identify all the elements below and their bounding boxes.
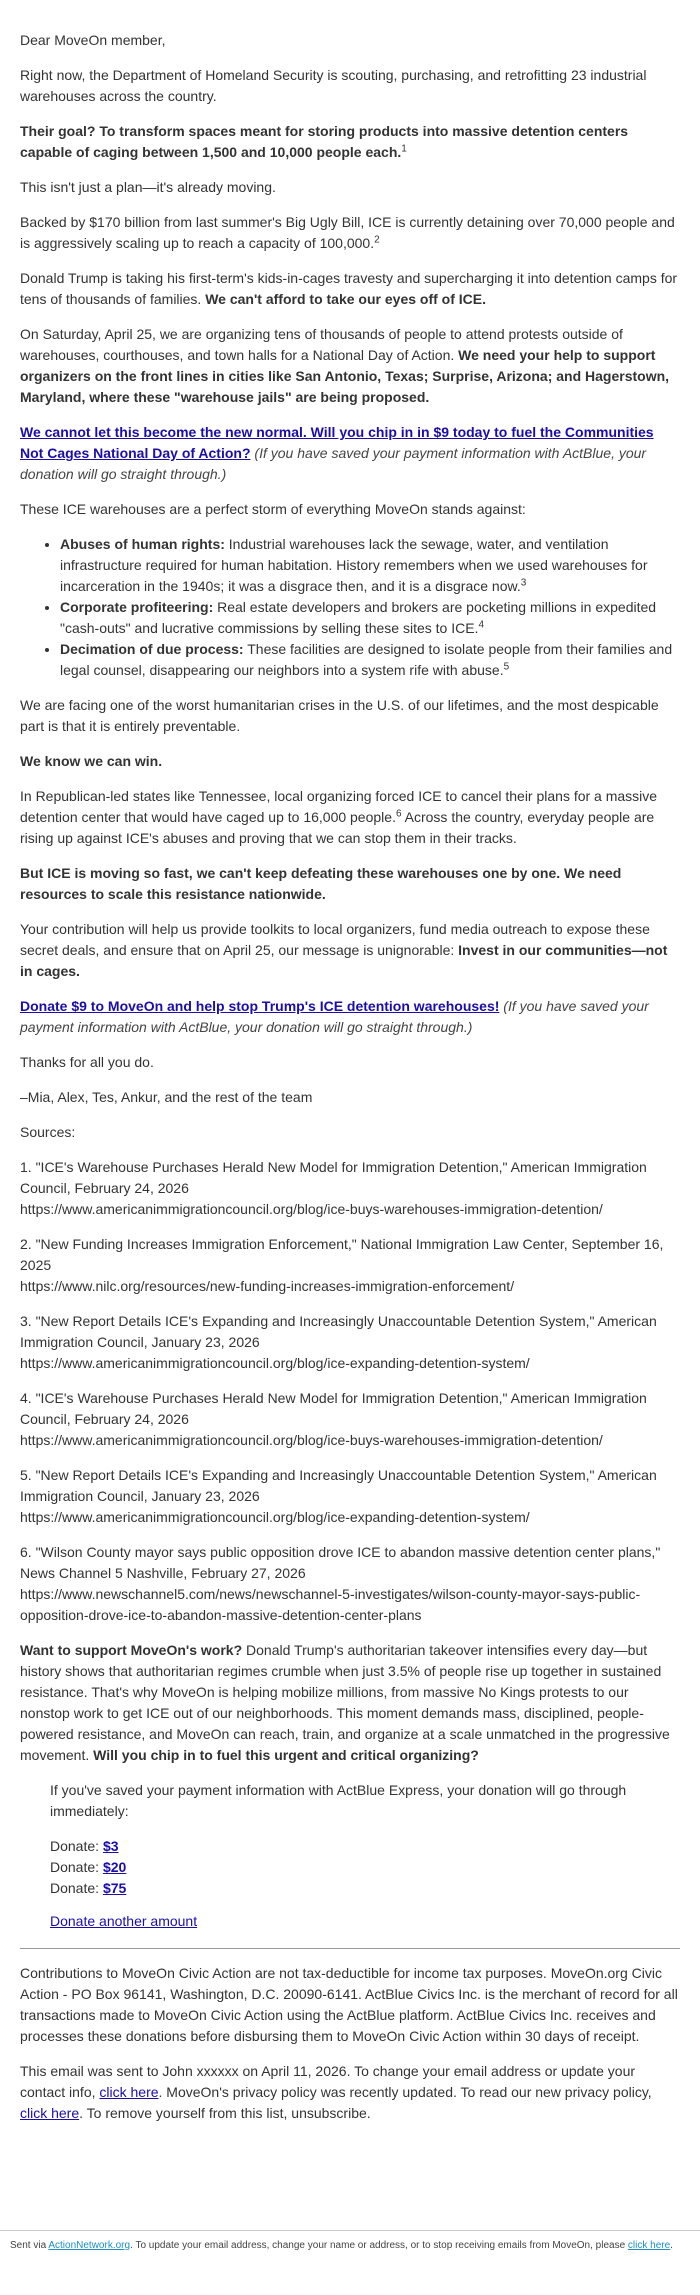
action-network-link[interactable]: ActionNetwork.org bbox=[48, 2240, 131, 2251]
moving-paragraph: This isn't just a plan—it's already moving. bbox=[20, 179, 276, 195]
source-url: https://www.americanimmigrationcouncil.org/blog/ice-buys-warehouses-immigration-detention/ bbox=[20, 1201, 603, 1217]
source-url: https://www.americanimmigrationcouncil.org/blog/ice-buys-warehouses-immigration-detention/ bbox=[20, 1432, 603, 1448]
tennessee-paragraph: In Republican-led states like Tennessee, local organizing forced ICE to cancel their plans for a massive detention center that would have caged up to 16,000 people.$^6$ Across the country, everyday people are rising up against ICE's abuses and proving that we can stop them in their tracks. bbox=[20, 788, 658, 846]
list-item: • Abuses of human rights: Industrial warehouses lack the sewage, water, and ventilation infrastructure required for human habitation. History remembers when we used warehouses for incarceration in the 1940s; it was a disgrace then, and it is a disgrace now.$^3$ bbox=[60, 534, 680, 597]
source-url: https://www.newschannel5.com/news/newschannel-5-investigates/wilson-county-mayor-says-public-opposition-drove-ice-to-abandon-massive-detention-center-plans bbox=[20, 1586, 641, 1623]
legal-disclaimer: Contributions to MoveOn Civic Action are not tax-deductible for income tax purposes. MoveOn.org Civic Action - PO Box 96141, Washington, D.C. 20090-6141. ActBlue Civics Inc. is the merchant of record for all transactions made to MoveOn Civic Action using the ActBlue platform. ActBlue Civics Inc. receives and processes these donations before disbursing them to MoveOn Civic Action within 30 days of receipt. bbox=[20, 1965, 678, 2044]
donate-row: Donate: $3 bbox=[50, 1838, 119, 1854]
greeting: Dear MoveOn member, bbox=[20, 32, 166, 48]
list-item: • Decimation of due process: These facilities are designed to isolate people from their families and legal counsel, disappearing our neighbors into a system rife with abuse.$^5$ bbox=[60, 639, 680, 681]
source-item: 3. "New Report Details ICE's Expanding and Increasingly Unaccountable Detention System," American Immigration Council, January 23, 2026 https://www.americanimmigrationcouncil.org/blog/ice-expanding-detention-system/ bbox=[20, 1313, 657, 1371]
donate-intro: If you've saved your payment information with ActBlue Express, your donation will go through immediately: bbox=[50, 1782, 627, 1819]
signoff-line: –Mia, Alex, Tes, Ankur, and the rest of the team bbox=[20, 1089, 313, 1105]
goal-text: Their goal? To transform spaces meant for storing products into massive detention centers capable of caging between 1,500 and 10,000 people each. bbox=[20, 123, 629, 160]
issues-list bbox=[20, 534, 680, 681]
source-item: 1. "ICE's Warehouse Purchases Herald New Model for Immigration Detention," American Immigration Council, February 24, 2026 https://www.americanimmigrationcouncil.org/blog/ice-buys-warehouses-immigration-detention/ bbox=[20, 1159, 647, 1217]
donate-3-button[interactable]: $3 bbox=[102, 1838, 119, 1854]
cta-paragraph-2 bbox=[20, 996, 680, 1038]
source-item: 6. "Wilson County mayor says public opposition drove ICE to abandon massive detention center plans," News Channel 5 Nashville, February 27, 2026 https://www.newschannel5.com/news/newschannel-5-investigates/wilson-county-mayor-says-public-opposition-drove-ice-to-abandon-massive-detention-center-plans bbox=[20, 1544, 661, 1623]
footnote-ref: 4 bbox=[478, 619, 485, 631]
intro-paragraph: Right now, the Department of Homeland Security is scouting, purchasing, and retrofitting 23 industrial warehouses across the country. bbox=[20, 67, 647, 104]
source-url: https://www.nilc.org/resources/new-funding-increases-immigration-enforcement/ bbox=[20, 1278, 515, 1294]
source-item: 2. "New Funding Increases Immigration Enforcement," National Immigration Law Center, September 16, 2025 https://www.nilc.org/resources/new-funding-increases-immigration-enforcement/ bbox=[20, 1236, 664, 1294]
footnote-ref: 3 bbox=[520, 577, 527, 589]
support-paragraph: Want to support MoveOn's work? Donald Trump's authoritarian takeover intensifies every day—but history shows that authoritarian regimes crumble when just 3.5% of people rise up together in sustained resistance. That's why MoveOn is helping mobilize millions, from massive No Kings protests to our nonstop work to get ICE out of our neighborhoods. This moment demands mass, disciplined, people-powered resistance, and MoveOn can reach, train, and organize at a scale unmatched in the progressive movement. Will you chip in to fuel this urgent and critical organizing? bbox=[20, 1642, 670, 1763]
source-item: 4. "ICE's Warehouse Purchases Herald New Model for Immigration Detention," American Immigration Council, February 24, 2026 https://www.americanimmigrationcouncil.org/blog/ice-buys-warehouses-immigration-detention/ bbox=[20, 1390, 647, 1448]
scale-paragraph: But ICE is moving so fast, we can't keep defeating these warehouses one by one. We need resources to scale this resistance nationwide. bbox=[20, 865, 622, 902]
footnote-ref: 2 bbox=[374, 234, 380, 246]
day-of-action-paragraph: On Saturday, April 25, we are organizing tens of thousands of people to attend protests outside of warehouses, courthouses, and town halls for a National Day of Action. We need your help to support organizers on the front lines in cities like San Antonio, Texas; Surprise, Arizona; and Hagerstown, Maryland, where these "warehouse jails" are being proposed. bbox=[20, 326, 670, 405]
divider bbox=[20, 1948, 680, 1949]
donate-another-amount-link[interactable]: Donate another amount bbox=[50, 1913, 198, 1929]
update-contact-link[interactable]: click here bbox=[99, 2084, 159, 2100]
donate-row: Donate: $75 bbox=[50, 1880, 127, 1896]
donate-20-button[interactable]: $20 bbox=[102, 1859, 127, 1875]
source-item: 5. "New Report Details ICE's Expanding and Increasingly Unaccountable Detention System," American Immigration Council, January 23, 2026 https://www.americanimmigrationcouncil.org/blog/ice-expanding-detention-system/ bbox=[20, 1467, 657, 1525]
donate-box bbox=[20, 1780, 680, 1932]
thanks-line: Thanks for all you do. bbox=[20, 1054, 154, 1070]
trump-paragraph: Donald Trump is taking his first-term's kids-in-cages travesty and supercharging it into detention camps for tens of thousands of families. We can't afford to take our eyes off of ICE. bbox=[20, 270, 678, 307]
sources-label: Sources: bbox=[20, 1124, 76, 1140]
list-item: • Corporate profiteering: Real estate developers and brokers are pocketing millions in expedited "cash-outs" and lucrative commissions by selling these sites to ICE.$^4$ bbox=[60, 597, 680, 639]
donate-row: Donate: $20 bbox=[50, 1859, 127, 1875]
donate-75-button[interactable]: $75 bbox=[102, 1880, 127, 1896]
footer: Sent via ActionNetwork.org. To update your email address, change your name or address, or to stop receiving emails from MoveOn, please click here. bbox=[0, 2230, 700, 2253]
chip-in-link[interactable]: We cannot let this become the new normal. Will you chip in in $9 today to fuel the Communities Not Cages National Day of Action? bbox=[20, 424, 654, 461]
goal-paragraph bbox=[20, 121, 680, 163]
footnote-ref: 6 bbox=[395, 808, 402, 820]
funding-paragraph: Backed by $170 billion from last summer's Big Ugly Bill, ICE is currently detaining over 70,000 people and is aggressively scaling up to reach a capacity of 100,000.$^2$ bbox=[20, 214, 675, 251]
win-paragraph: We know we can win. bbox=[20, 753, 163, 769]
contribution-paragraph: Your contribution will help us provide toolkits to local organizers, fund media outreach to expose these secret deals, and ensure that on April 25, our message is unignorable: Invest in our communities—not in cages. bbox=[20, 921, 668, 979]
source-url: https://www.americanimmigrationcouncil.org/blog/ice-expanding-detention-system/ bbox=[20, 1355, 530, 1371]
storm-paragraph: These ICE warehouses are a perfect storm of everything MoveOn stands against: bbox=[20, 501, 526, 517]
actblue-note: (If you have saved your payment information with ActBlue, your donation will go straight through.) bbox=[20, 998, 649, 1035]
privacy-policy-link[interactable]: click here bbox=[20, 2105, 80, 2121]
cta-paragraph-1 bbox=[20, 422, 680, 485]
email-notice: This email was sent to John xxxxxx on April 11, 2026. To change your email address or update your contact info, click here. MoveOn's privacy policy was recently updated. To read our new privacy policy, click here. To remove yourself from this list, unsubscribe. bbox=[20, 2063, 652, 2121]
crisis-paragraph: We are facing one of the worst humanitarian crises in the U.S. of our lifetimes, and the most despicable part is that it is entirely preventable. bbox=[20, 697, 659, 734]
source-url: https://www.americanimmigrationcouncil.org/blog/ice-expanding-detention-system/ bbox=[20, 1509, 530, 1525]
actblue-note: (If you have saved your payment information with ActBlue, your donation will go straight through.) bbox=[20, 445, 647, 482]
unsubscribe-link[interactable]: click here bbox=[627, 2240, 671, 2251]
footnote-ref: 1 bbox=[401, 143, 407, 155]
donate-9-link[interactable]: Donate $9 to MoveOn and help stop Trump's ICE detention warehouses! bbox=[20, 998, 500, 1014]
footnote-ref: 5 bbox=[503, 661, 510, 673]
